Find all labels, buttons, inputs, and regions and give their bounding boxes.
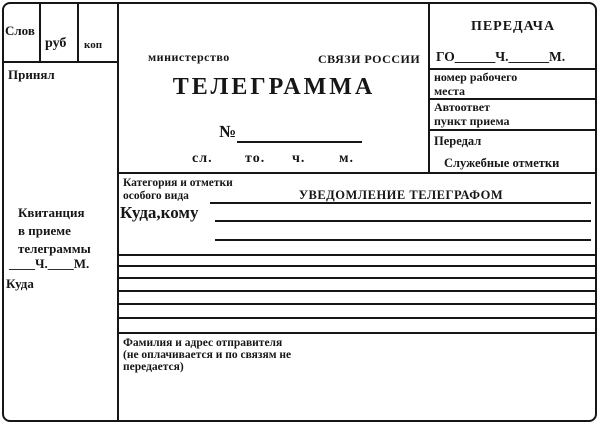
transfer-title: ПЕРЕДАЧА <box>470 19 556 34</box>
left-column-divider <box>117 4 119 421</box>
message-line-6 <box>118 317 597 319</box>
fee-words-label: Слов <box>5 23 35 38</box>
service-marks-label: Служебные отметки <box>444 156 560 170</box>
autoanswer-label: Автоответ пункт приема <box>434 100 510 128</box>
fee-box-bottom-line <box>4 61 117 63</box>
form-title: ТЕЛЕГРАММА <box>172 74 376 100</box>
addressee-blank-line-1 <box>215 220 591 222</box>
sender-label-line3: передается) <box>123 361 184 373</box>
main-divider <box>118 172 597 174</box>
category-blank-line <box>210 202 591 204</box>
message-line-4 <box>118 290 597 292</box>
transmitted-label: Передал <box>434 134 482 148</box>
fee-box-divider-2 <box>77 4 79 62</box>
received-label: Принял <box>8 67 55 82</box>
category-label-line2: особого вида <box>123 190 189 202</box>
ministry-word2: СВЯЗИ РОССИИ <box>318 52 421 66</box>
number-blank-line <box>237 141 362 143</box>
sender-label-line2: (не оплачивается и по связям не <box>123 349 292 361</box>
addressee-label: Куда,кому <box>120 203 199 222</box>
receipt-time-blanks: ____Ч.____М. <box>9 256 90 271</box>
message-line-3 <box>118 277 597 279</box>
ministry-word1: министерство <box>148 50 230 64</box>
fee-box-divider-1 <box>39 4 41 62</box>
category-label-line1: Категория и отметки <box>123 177 233 189</box>
service-col-m: м. <box>339 151 355 166</box>
addressee-blank-line-2 <box>215 239 591 241</box>
receipt-label: Квитанция в приеме телеграммы <box>18 205 91 256</box>
sender-section-top-line <box>118 332 597 334</box>
fee-kop-label: коп <box>84 39 103 51</box>
service-col-sl: сл. <box>192 151 213 166</box>
sender-label-line1: Фамилия и адрес отправителя <box>123 337 283 349</box>
service-col-ch: ч. <box>292 151 306 166</box>
transfer-time-blanks: ГО______Ч.______М. <box>436 49 566 64</box>
transfer-line-3 <box>429 129 596 131</box>
message-line-2 <box>118 265 597 267</box>
notification-text: УВЕДОМЛЕНИЕ ТЕЛЕГРАФОМ <box>298 188 504 202</box>
message-line-1 <box>118 254 597 256</box>
number-sign: № <box>219 122 237 141</box>
where-label: Куда <box>6 276 34 291</box>
service-col-to: то. <box>245 151 266 166</box>
workplace-label: номер рабочего места <box>434 70 518 98</box>
message-line-5 <box>118 303 597 305</box>
fee-rub-label: руб <box>45 36 67 51</box>
